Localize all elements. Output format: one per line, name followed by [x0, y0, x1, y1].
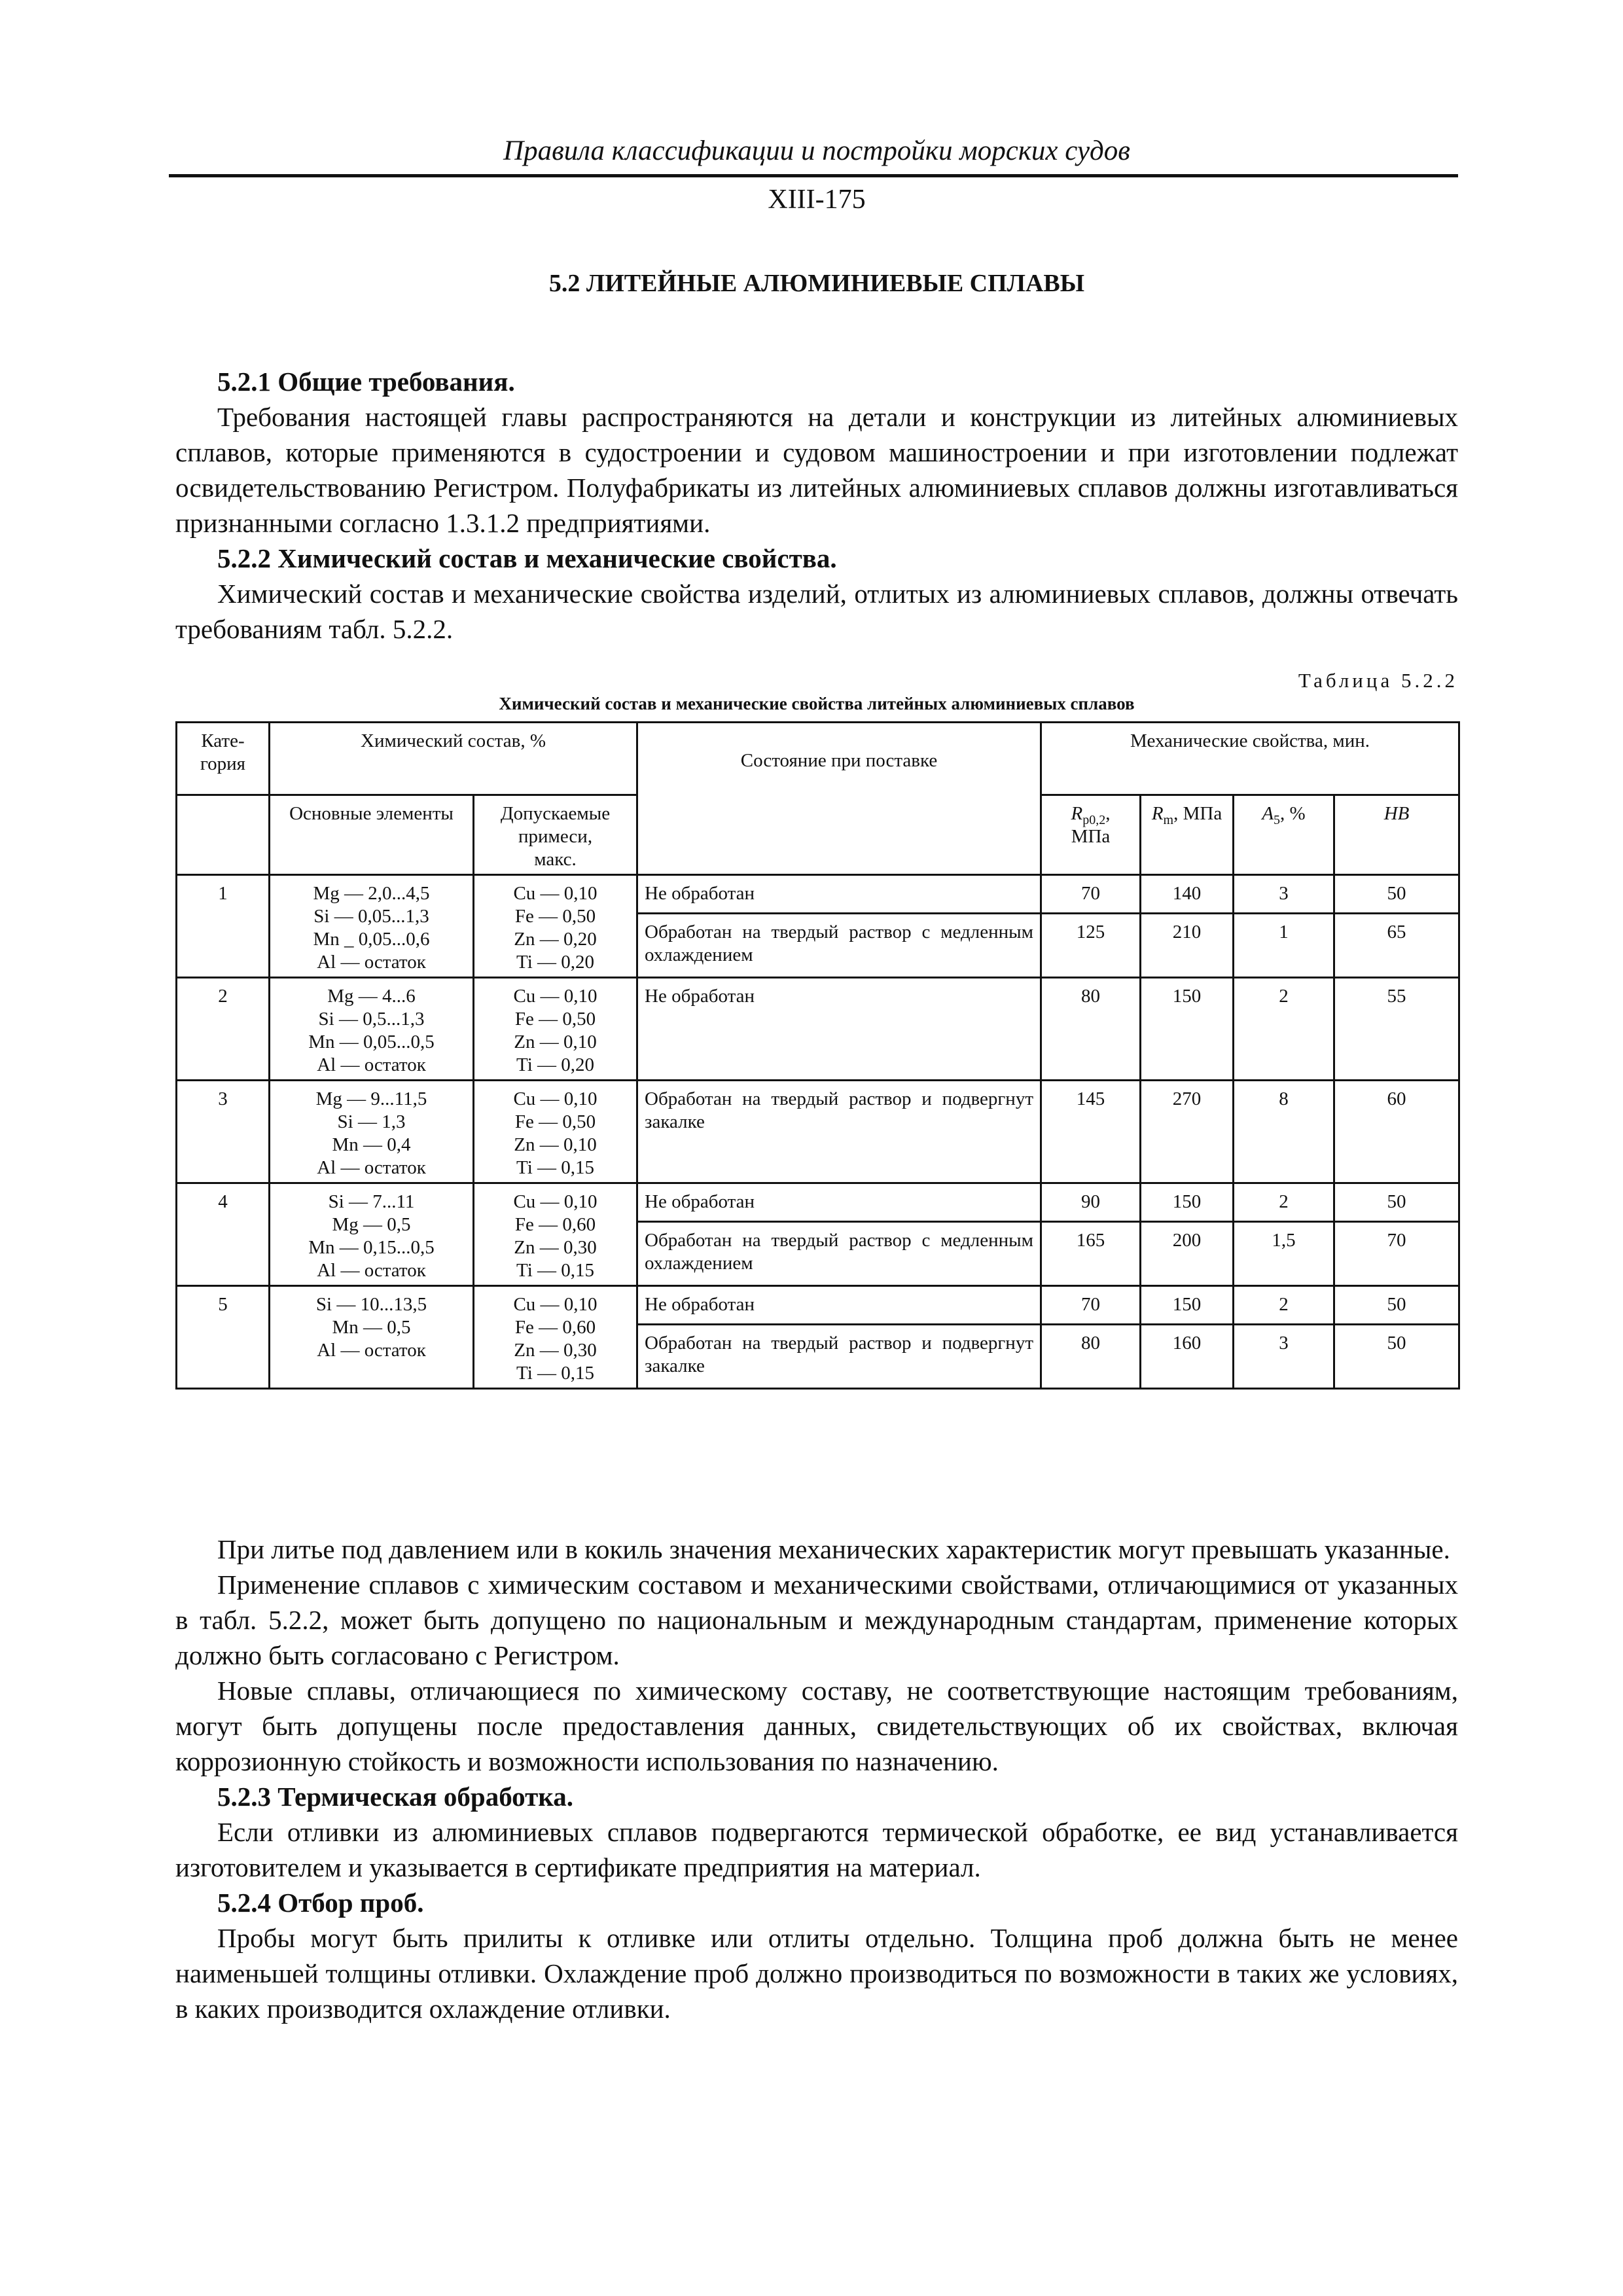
heading-523: 5.2.3 Термическая обработка. — [217, 1782, 574, 1812]
rm-unit: , МПа — [1173, 803, 1222, 824]
closing-text — [175, 1532, 1458, 2026]
table-row — [177, 875, 1459, 914]
cell-hb: 50 — [1334, 1324, 1459, 1388]
table-label: Таблица 5.2.2 — [1298, 669, 1458, 692]
cell-rp: 80 — [1041, 978, 1141, 1081]
cell-rm: 150 — [1141, 978, 1234, 1081]
cell-rp: 125 — [1041, 913, 1141, 977]
cell-impurities: Cu — 0,10 Fe — 0,50 Zn — 0,10 Ti — 0,20 — [474, 978, 637, 1081]
cell-rp: 80 — [1041, 1324, 1141, 1388]
cell-category: 1 — [177, 875, 270, 978]
header-a5 — [1234, 795, 1334, 875]
table-row — [177, 1286, 1459, 1325]
cell-state: Не обработан — [637, 978, 1041, 1081]
rp-sub: p0,2 — [1082, 812, 1106, 827]
table-caption: Химический состав и механические свойства литейных алюминиевых сплавов — [499, 694, 1135, 713]
table-row — [177, 978, 1459, 1081]
header-impurities: Допускаемые примеси, макс. — [474, 795, 637, 875]
paragraph-casting-note: При литье под давлением или в кокиль значения механических характеристик могут превышать указанные. — [217, 1534, 1450, 1564]
cell-main-elements: Mg — 2,0...4,5 Si — 0,05...1,3 Mn _ 0,05...0,6 Al — остаток — [270, 875, 474, 978]
cell-category: 2 — [177, 978, 270, 1081]
cell-rm: 150 — [1141, 1183, 1234, 1222]
intro-text — [175, 364, 1458, 647]
cell-rm: 160 — [1141, 1324, 1234, 1388]
heading-522: 5.2.2 Химический состав и механические свойства. — [217, 543, 837, 573]
cell-hb: 70 — [1334, 1221, 1459, 1285]
header-main-elements: Основные элементы — [270, 795, 474, 875]
cell-a5: 3 — [1234, 1324, 1334, 1388]
cell-rm: 210 — [1141, 913, 1234, 977]
header-category: Кате- гория — [177, 723, 270, 795]
heading-524: 5.2.4 Отбор проб. — [217, 1888, 424, 1918]
paragraph-521: Требования настоящей главы распространяются на детали и конструкции из литейных алюминиевых сплавов, которые применяются в судостроении и судовом машиностроении и при изготовлении подлежат освидетельствованию Регистром. Полуфабрикаты из литейных алюминиевых сплавов должны изготавливаться признанными согласно 1.3.1.2 предприятиями. — [175, 402, 1458, 538]
cell-a5: 1,5 — [1234, 1221, 1334, 1285]
cell-category: 5 — [177, 1286, 270, 1389]
header-chemical: Химический состав, % — [270, 723, 637, 795]
header-rp — [1041, 795, 1141, 875]
cell-state: Обработан на твердый раствор и подвергнут закалке — [637, 1081, 1041, 1183]
cell-hb: 50 — [1334, 1183, 1459, 1222]
paragraph-522: Химический состав и механические свойства изделий, отлитых из алюминиевых сплавов, должны отвечать требованиям табл. 5.2.2. — [175, 579, 1458, 644]
rm-sub: m — [1163, 812, 1174, 827]
cell-state: Не обработан — [637, 1183, 1041, 1222]
rp-unit: , МПа — [1071, 803, 1111, 847]
a-unit: , % — [1280, 803, 1306, 824]
cell-a5: 3 — [1234, 875, 1334, 914]
rp-symbol: R — [1071, 803, 1083, 824]
cell-a5: 2 — [1234, 1183, 1334, 1222]
cell-impurities: Cu — 0,10 Fe — 0,50 Zn — 0,10 Ti — 0,15 — [474, 1081, 637, 1183]
cell-rp: 90 — [1041, 1183, 1141, 1222]
cell-state: Обработан на твердый раствор с медленным охлаждением — [637, 913, 1041, 977]
cell-a5: 2 — [1234, 1286, 1334, 1325]
header-hb: HB — [1334, 795, 1459, 875]
cell-rp: 70 — [1041, 1286, 1141, 1325]
heading-521: 5.2.1 Общие требования. — [217, 367, 515, 397]
cell-state: Обработан на твердый раствор с медленным охлаждением — [637, 1221, 1041, 1285]
section-title: 5.2 ЛИТЕЙНЫЕ АЛЮМИНИЕВЫЕ СПЛАВЫ — [548, 270, 1085, 297]
header-rule — [169, 174, 1458, 177]
page-number: XIII-175 — [768, 185, 866, 215]
cell-hb: 60 — [1334, 1081, 1459, 1183]
table-row — [177, 1183, 1459, 1222]
cell-rp: 70 — [1041, 875, 1141, 914]
cell-category: 4 — [177, 1183, 270, 1286]
cell-hb: 65 — [1334, 913, 1459, 977]
cell-rm: 270 — [1141, 1081, 1234, 1183]
cell-a5: 1 — [1234, 913, 1334, 977]
cell-state: Не обработан — [637, 875, 1041, 914]
paragraph-523: Если отливки из алюминиевых сплавов подвергаются термической обработке, ее вид устанавливается изготовителем и указывается в сертификате предприятия на материал. — [175, 1817, 1458, 1882]
cell-impurities: Cu — 0,10 Fe — 0,60 Zn — 0,30 Ti — 0,15 — [474, 1286, 637, 1389]
cell-a5: 8 — [1234, 1081, 1334, 1183]
cell-a5: 2 — [1234, 978, 1334, 1081]
cell-impurities: Cu — 0,10 Fe — 0,60 Zn — 0,30 Ti — 0,15 — [474, 1183, 637, 1286]
a-symbol: A — [1262, 803, 1274, 824]
rm-symbol: R — [1151, 803, 1164, 824]
cell-state: Обработан на твердый раствор и подвергнут закалке — [637, 1324, 1041, 1388]
table-row — [177, 1081, 1459, 1183]
cell-rm: 200 — [1141, 1221, 1234, 1285]
alloy-table — [175, 721, 1460, 1390]
header-category-spacer — [177, 795, 270, 875]
cell-rm: 150 — [1141, 1286, 1234, 1325]
header-mechanical: Механические свойства, мин. — [1041, 723, 1459, 795]
cell-rp: 145 — [1041, 1081, 1141, 1183]
cell-main-elements: Mg — 9...11,5 Si — 1,3 Mn — 0,4 Al — остаток — [270, 1081, 474, 1183]
cell-main-elements: Mg — 4...6 Si — 0,5...1,3 Mn — 0,05...0,5 Al — остаток — [270, 978, 474, 1081]
paragraph-524: Пробы могут быть прилиты к отливке или отлиты отдельно. Толщина проб должна быть не менее наименьшей толщины отливки. Охлаждение проб должно производиться по возможности в таких же условиях, в каких производится охлаждение отливки. — [175, 1923, 1458, 2024]
cell-impurities: Cu — 0,10 Fe — 0,50 Zn — 0,20 Ti — 0,20 — [474, 875, 637, 978]
header-state: Состояние при поставке — [637, 723, 1041, 875]
cell-main-elements: Si — 10...13,5 Mn — 0,5 Al — остаток — [270, 1286, 474, 1389]
cell-category: 3 — [177, 1081, 270, 1183]
cell-hb: 50 — [1334, 875, 1459, 914]
cell-rp: 165 — [1041, 1221, 1141, 1285]
a-sub: 5 — [1274, 812, 1281, 827]
running-title: Правила классификации и постройки морских судов — [503, 135, 1130, 166]
cell-hb: 50 — [1334, 1286, 1459, 1325]
header-rm — [1141, 795, 1234, 875]
cell-main-elements: Si — 7...11 Mg — 0,5 Mn — 0,15...0,5 Al — остаток — [270, 1183, 474, 1286]
cell-rm: 140 — [1141, 875, 1234, 914]
paragraph-standards: Применение сплавов с химическим составом и механическими свойствами, отличающимися от указанных в табл. 5.2.2, может быть допущено по национальным и международным стандартам, применение которых должно быть согласовано с Регистром. — [175, 1570, 1458, 1670]
cell-state: Не обработан — [637, 1286, 1041, 1325]
paragraph-new-alloys: Новые сплавы, отличающиеся по химическому составу, не соответствующие настоящим требованиям, могут быть допущены после предоставления данных, свидетельствующих об их свойствах, включая коррозионную стойкость и возможности использования по назначению. — [175, 1676, 1458, 1776]
cell-hb: 55 — [1334, 978, 1459, 1081]
